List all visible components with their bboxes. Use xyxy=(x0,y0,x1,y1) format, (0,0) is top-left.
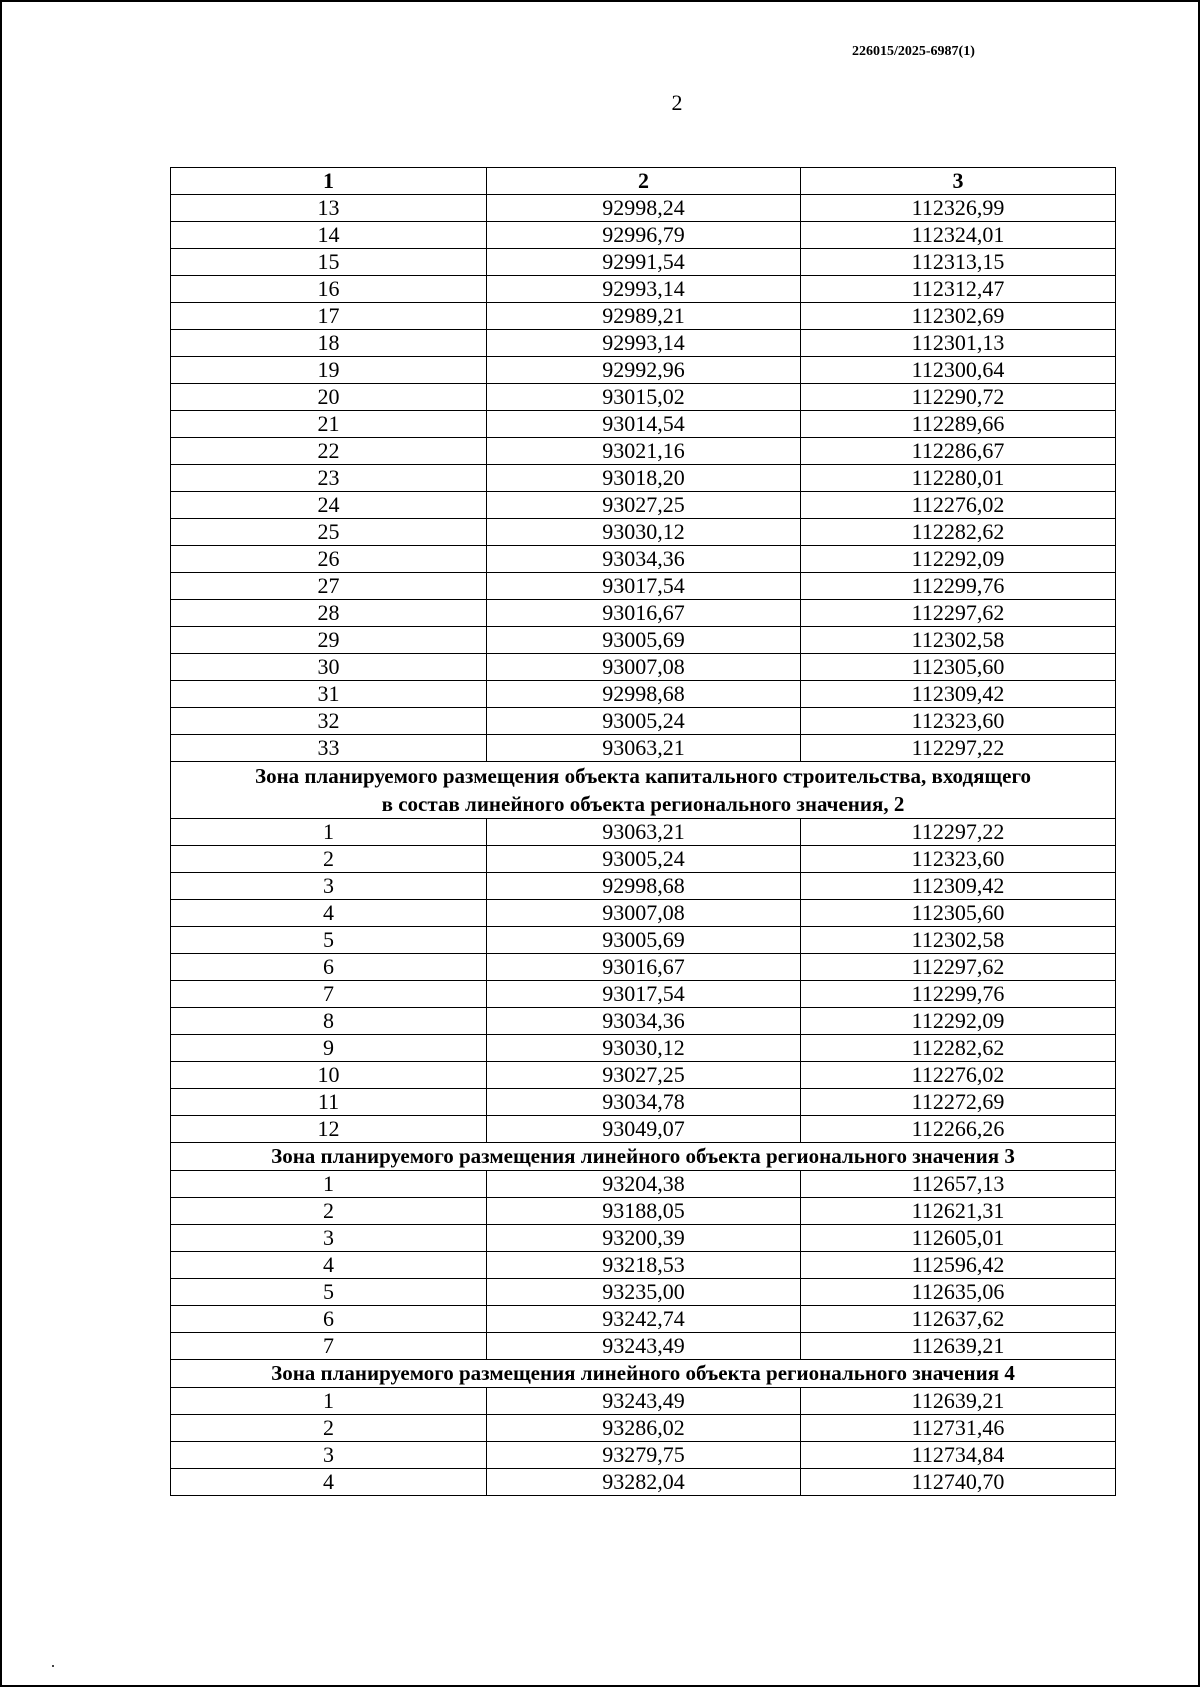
table-row xyxy=(171,1089,1116,1116)
point-number-cell: 30 xyxy=(171,654,487,681)
y-coordinate-cell: 112302,58 xyxy=(801,927,1116,954)
table-row xyxy=(171,411,1116,438)
coordinates-table xyxy=(170,167,1116,1496)
table-row xyxy=(171,492,1116,519)
section-row xyxy=(171,762,1116,819)
table-row xyxy=(171,981,1116,1008)
point-number-cell: 22 xyxy=(171,438,487,465)
table-row xyxy=(171,600,1116,627)
point-number-cell: 3 xyxy=(171,873,487,900)
point-number-cell: 20 xyxy=(171,384,487,411)
point-number-cell: 2 xyxy=(171,846,487,873)
table-row xyxy=(171,873,1116,900)
table-row xyxy=(171,654,1116,681)
point-number-cell: 5 xyxy=(171,1279,487,1306)
y-coordinate-cell: 112290,72 xyxy=(801,384,1116,411)
table-row xyxy=(171,276,1116,303)
x-coordinate-cell: 93005,69 xyxy=(487,927,801,954)
table-row xyxy=(171,1171,1116,1198)
page-border-top xyxy=(0,0,1200,2)
x-coordinate-cell: 93014,54 xyxy=(487,411,801,438)
section-title-zone-2-line: в состав линейного объекта регионального значения, 2 xyxy=(381,792,905,816)
table-row xyxy=(171,1442,1116,1469)
x-coordinate-cell: 93017,54 xyxy=(487,573,801,600)
point-number-cell: 4 xyxy=(171,900,487,927)
point-number-cell: 1 xyxy=(171,819,487,846)
table-row xyxy=(171,249,1116,276)
point-number-cell: 32 xyxy=(171,708,487,735)
point-number-cell: 27 xyxy=(171,573,487,600)
y-coordinate-cell: 112297,22 xyxy=(801,819,1116,846)
x-coordinate-cell: 93030,12 xyxy=(487,1035,801,1062)
y-coordinate-cell: 112282,62 xyxy=(801,1035,1116,1062)
section-row xyxy=(171,1360,1116,1388)
table-row xyxy=(171,681,1116,708)
page-border-left xyxy=(0,0,2,1687)
point-number-cell: 6 xyxy=(171,954,487,981)
x-coordinate-cell: 93016,67 xyxy=(487,954,801,981)
x-coordinate-cell: 93005,24 xyxy=(487,846,801,873)
y-coordinate-cell: 112657,13 xyxy=(801,1171,1116,1198)
point-number-cell: 13 xyxy=(171,195,487,222)
y-coordinate-cell: 112292,09 xyxy=(801,1008,1116,1035)
point-number-cell: 7 xyxy=(171,1333,487,1360)
table-row xyxy=(171,735,1116,762)
x-coordinate-cell: 92996,79 xyxy=(487,222,801,249)
point-number-cell: 16 xyxy=(171,276,487,303)
x-coordinate-cell: 92993,14 xyxy=(487,276,801,303)
table-row xyxy=(171,1469,1116,1496)
y-coordinate-cell: 112299,76 xyxy=(801,981,1116,1008)
table-row xyxy=(171,1225,1116,1252)
x-coordinate-cell: 93005,69 xyxy=(487,627,801,654)
table-row xyxy=(171,1116,1116,1143)
y-coordinate-cell: 112297,22 xyxy=(801,735,1116,762)
y-coordinate-cell: 112292,09 xyxy=(801,546,1116,573)
table-row xyxy=(171,1198,1116,1225)
point-number-cell: 31 xyxy=(171,681,487,708)
x-coordinate-cell: 92989,21 xyxy=(487,303,801,330)
x-coordinate-cell: 93015,02 xyxy=(487,384,801,411)
point-number-cell: 10 xyxy=(171,1062,487,1089)
y-coordinate-cell: 112639,21 xyxy=(801,1333,1116,1360)
x-coordinate-cell: 93016,67 xyxy=(487,600,801,627)
table-row xyxy=(171,1306,1116,1333)
table-row xyxy=(171,1279,1116,1306)
x-coordinate-cell: 92992,96 xyxy=(487,357,801,384)
x-coordinate-cell: 93200,39 xyxy=(487,1225,801,1252)
y-coordinate-cell: 112635,06 xyxy=(801,1279,1116,1306)
point-number-cell: 15 xyxy=(171,249,487,276)
point-number-cell: 8 xyxy=(171,1008,487,1035)
table-row xyxy=(171,519,1116,546)
table-row xyxy=(171,330,1116,357)
y-coordinate-cell: 112605,01 xyxy=(801,1225,1116,1252)
table-row xyxy=(171,708,1116,735)
section-title-zone-3-line: Зона планируемого размещения линейного объекта регионального значения 3 xyxy=(271,1144,1015,1168)
y-coordinate-cell: 112302,69 xyxy=(801,303,1116,330)
y-coordinate-cell: 112309,42 xyxy=(801,873,1116,900)
y-coordinate-cell: 112639,21 xyxy=(801,1388,1116,1415)
scan-speck xyxy=(52,1665,54,1667)
x-coordinate-cell: 93027,25 xyxy=(487,492,801,519)
x-coordinate-cell: 93007,08 xyxy=(487,654,801,681)
section-row xyxy=(171,1143,1116,1171)
table-row xyxy=(171,846,1116,873)
x-coordinate-cell: 93218,53 xyxy=(487,1252,801,1279)
point-number-cell: 18 xyxy=(171,330,487,357)
header-col-2: 2 xyxy=(487,168,801,195)
point-number-cell: 2 xyxy=(171,1198,487,1225)
x-coordinate-cell: 93063,21 xyxy=(487,819,801,846)
point-number-cell: 7 xyxy=(171,981,487,1008)
y-coordinate-cell: 112323,60 xyxy=(801,846,1116,873)
y-coordinate-cell: 112276,02 xyxy=(801,1062,1116,1089)
table-row xyxy=(171,1062,1116,1089)
point-number-cell: 12 xyxy=(171,1116,487,1143)
y-coordinate-cell: 112637,62 xyxy=(801,1306,1116,1333)
y-coordinate-cell: 112731,46 xyxy=(801,1415,1116,1442)
point-number-cell: 33 xyxy=(171,735,487,762)
x-coordinate-cell: 93017,54 xyxy=(487,981,801,1008)
x-coordinate-cell: 92998,68 xyxy=(487,873,801,900)
table-row xyxy=(171,546,1116,573)
x-coordinate-cell: 93049,07 xyxy=(487,1116,801,1143)
x-coordinate-cell: 93005,24 xyxy=(487,708,801,735)
y-coordinate-cell: 112312,47 xyxy=(801,276,1116,303)
y-coordinate-cell: 112324,01 xyxy=(801,222,1116,249)
point-number-cell: 2 xyxy=(171,1415,487,1442)
table-row xyxy=(171,1415,1116,1442)
point-number-cell: 4 xyxy=(171,1252,487,1279)
y-coordinate-cell: 112309,42 xyxy=(801,681,1116,708)
x-coordinate-cell: 93235,00 xyxy=(487,1279,801,1306)
x-coordinate-cell: 92991,54 xyxy=(487,249,801,276)
section-title-zone-4-line: Зона планируемого размещения линейного объекта регионального значения 4 xyxy=(271,1361,1015,1385)
point-number-cell: 3 xyxy=(171,1225,487,1252)
header-col-1: 1 xyxy=(171,168,487,195)
point-number-cell: 6 xyxy=(171,1306,487,1333)
y-coordinate-cell: 112282,62 xyxy=(801,519,1116,546)
y-coordinate-cell: 112740,70 xyxy=(801,1469,1116,1496)
x-coordinate-cell: 93034,78 xyxy=(487,1089,801,1116)
point-number-cell: 4 xyxy=(171,1469,487,1496)
y-coordinate-cell: 112276,02 xyxy=(801,492,1116,519)
x-coordinate-cell: 92993,14 xyxy=(487,330,801,357)
x-coordinate-cell: 93027,25 xyxy=(487,1062,801,1089)
y-coordinate-cell: 112266,26 xyxy=(801,1116,1116,1143)
y-coordinate-cell: 112297,62 xyxy=(801,600,1116,627)
y-coordinate-cell: 112596,42 xyxy=(801,1252,1116,1279)
x-coordinate-cell: 93204,38 xyxy=(487,1171,801,1198)
x-coordinate-cell: 93034,36 xyxy=(487,546,801,573)
table-row xyxy=(171,222,1116,249)
table-row xyxy=(171,195,1116,222)
x-coordinate-cell: 93007,08 xyxy=(487,900,801,927)
x-coordinate-cell: 93034,36 xyxy=(487,1008,801,1035)
table-row xyxy=(171,357,1116,384)
header-col-3: 3 xyxy=(801,168,1116,195)
x-coordinate-cell: 93279,75 xyxy=(487,1442,801,1469)
y-coordinate-cell: 112734,84 xyxy=(801,1442,1116,1469)
point-number-cell: 25 xyxy=(171,519,487,546)
y-coordinate-cell: 112297,62 xyxy=(801,954,1116,981)
x-coordinate-cell: 93021,16 xyxy=(487,438,801,465)
y-coordinate-cell: 112305,60 xyxy=(801,654,1116,681)
x-coordinate-cell: 93282,04 xyxy=(487,1469,801,1496)
y-coordinate-cell: 112621,31 xyxy=(801,1198,1116,1225)
point-number-cell: 1 xyxy=(171,1171,487,1198)
table-row xyxy=(171,900,1116,927)
point-number-cell: 17 xyxy=(171,303,487,330)
y-coordinate-cell: 112305,60 xyxy=(801,900,1116,927)
point-number-cell: 29 xyxy=(171,627,487,654)
table-row xyxy=(171,465,1116,492)
x-coordinate-cell: 93030,12 xyxy=(487,519,801,546)
x-coordinate-cell: 93286,02 xyxy=(487,1415,801,1442)
y-coordinate-cell: 112286,67 xyxy=(801,438,1116,465)
table-row xyxy=(171,438,1116,465)
point-number-cell: 5 xyxy=(171,927,487,954)
point-number-cell: 3 xyxy=(171,1442,487,1469)
point-number-cell: 19 xyxy=(171,357,487,384)
table-row xyxy=(171,303,1116,330)
y-coordinate-cell: 112313,15 xyxy=(801,249,1116,276)
point-number-cell: 28 xyxy=(171,600,487,627)
section-title-zone-3 xyxy=(171,1143,1116,1171)
table-header-row xyxy=(171,168,1116,195)
point-number-cell: 11 xyxy=(171,1089,487,1116)
y-coordinate-cell: 112272,69 xyxy=(801,1089,1116,1116)
table-row xyxy=(171,819,1116,846)
y-coordinate-cell: 112326,99 xyxy=(801,195,1116,222)
table-row xyxy=(171,1252,1116,1279)
page-number: 2 xyxy=(671,90,683,115)
y-coordinate-cell: 112300,64 xyxy=(801,357,1116,384)
x-coordinate-cell: 93243,49 xyxy=(487,1333,801,1360)
table-row xyxy=(171,573,1116,600)
point-number-cell: 1 xyxy=(171,1388,487,1415)
table-row xyxy=(171,627,1116,654)
table-row xyxy=(171,1388,1116,1415)
document-number: 226015/2025-6987(1) xyxy=(852,44,975,59)
x-coordinate-cell: 93243,49 xyxy=(487,1388,801,1415)
x-coordinate-cell: 93063,21 xyxy=(487,735,801,762)
y-coordinate-cell: 112323,60 xyxy=(801,708,1116,735)
section-title-zone-4 xyxy=(171,1360,1116,1388)
section-title-zone-2-line: Зона планируемого размещения объекта капитального строительства, входящего xyxy=(254,764,1031,788)
y-coordinate-cell: 112289,66 xyxy=(801,411,1116,438)
section-title-zone-2 xyxy=(171,762,1116,819)
y-coordinate-cell: 112301,13 xyxy=(801,330,1116,357)
point-number-cell: 23 xyxy=(171,465,487,492)
table-row xyxy=(171,1008,1116,1035)
point-number-cell: 9 xyxy=(171,1035,487,1062)
table-row xyxy=(171,1333,1116,1360)
point-number-cell: 24 xyxy=(171,492,487,519)
table-row xyxy=(171,1035,1116,1062)
point-number-cell: 21 xyxy=(171,411,487,438)
point-number-cell: 14 xyxy=(171,222,487,249)
y-coordinate-cell: 112302,58 xyxy=(801,627,1116,654)
x-coordinate-cell: 93242,74 xyxy=(487,1306,801,1333)
point-number-cell: 26 xyxy=(171,546,487,573)
x-coordinate-cell: 93188,05 xyxy=(487,1198,801,1225)
x-coordinate-cell: 92998,24 xyxy=(487,195,801,222)
y-coordinate-cell: 112280,01 xyxy=(801,465,1116,492)
x-coordinate-cell: 92998,68 xyxy=(487,681,801,708)
y-coordinate-cell: 112299,76 xyxy=(801,573,1116,600)
table-row xyxy=(171,954,1116,981)
x-coordinate-cell: 93018,20 xyxy=(487,465,801,492)
table-row xyxy=(171,384,1116,411)
table-row xyxy=(171,927,1116,954)
